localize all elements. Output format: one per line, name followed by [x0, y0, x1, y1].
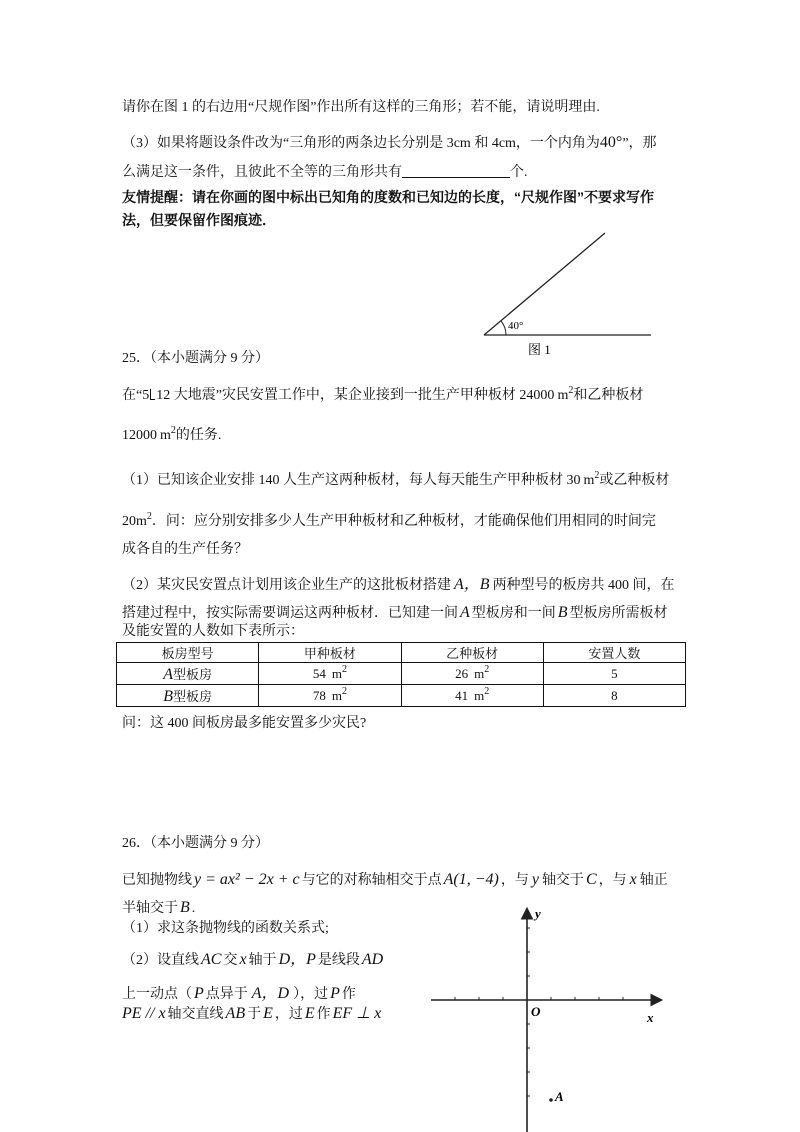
- q25-part1-line1: [122, 471, 669, 491]
- q26-sub2-line3: [122, 1004, 381, 1025]
- q26-l1-e: ，与: [598, 873, 627, 888]
- point-a-label: A: [555, 1089, 564, 1104]
- table-header-cell: 安置人数: [543, 643, 685, 663]
- table-unit: $m^2$: [331, 663, 347, 681]
- figure-1-angle-arc: [501, 321, 506, 335]
- q25-part2-line1: [122, 575, 675, 596]
- q24-line1: 请你在图 1 的右边用“尺规作图”作出所有这样的三角形；若不能，请说明理由.: [122, 100, 600, 115]
- q26-s2-b: 交: [223, 953, 238, 968]
- q25-p2-A: A: [460, 604, 470, 621]
- answer-blank[interactable]: [402, 163, 510, 178]
- table-header-cell: 板房型号: [117, 643, 259, 663]
- point-p: P: [194, 985, 204, 1002]
- q26-line2: [122, 898, 195, 919]
- var-y: y: [531, 871, 539, 888]
- q26-l1-a: 已知抛物线: [122, 873, 192, 888]
- q24-part3-line2: [122, 163, 528, 183]
- x-axis-label: x: [647, 1010, 654, 1025]
- separator-mark: [150, 389, 155, 400]
- var-x: x: [239, 951, 247, 968]
- q26-sub1: （1）求这条抛物线的函数关系式;: [122, 921, 329, 936]
- table-unit: $m^2$: [474, 663, 490, 681]
- figure-1-angle-label: 40°: [508, 320, 524, 332]
- q25-intro-line1: [122, 386, 643, 406]
- q25-p2-ab: A，B: [454, 576, 490, 593]
- y-axis-label: y: [535, 906, 541, 921]
- q25-unit: $m^2$: [160, 425, 176, 443]
- points-d-p: D，P: [278, 951, 316, 968]
- q25-p1-a: （1）已知该企业安排 140 人生产这两种板材，每人每天能生产甲种板材 30: [122, 473, 581, 488]
- figure-1-caption: 图 1: [528, 342, 551, 357]
- q25-p2-B: B: [557, 604, 568, 621]
- point-e: E: [263, 1005, 273, 1022]
- q24-tip-line2: 法，但要保留作图痕迹．: [122, 212, 276, 228]
- point-b: B: [180, 899, 190, 916]
- q24-part3-angle: 40°: [599, 134, 623, 151]
- q25-part1-line2: [122, 512, 656, 532]
- q25-intro-a: 在“5: [122, 388, 150, 403]
- ef-perp-x: EF ⊥ x: [332, 1005, 382, 1022]
- table-cell-jia: 78 $m^2$: [259, 685, 401, 707]
- q25-intro-e: 的任务.: [175, 428, 222, 443]
- coordinate-graph: [425, 900, 670, 1132]
- q25-p2-d: 型板房和一间: [471, 606, 556, 621]
- q26-l1-f: 轴正: [639, 873, 668, 888]
- q25-header: 25．（本小题满分 9 分）: [122, 351, 269, 366]
- q26-header: 26．（本小题满分 9 分）: [122, 836, 269, 851]
- table-header-cell: 甲种板材: [259, 643, 401, 663]
- q25-unit: $m^2$: [136, 511, 152, 529]
- q25-intro-b: 12 大地震”灾民安置工作中，某企业接到一批生产甲种板材 24000: [156, 388, 555, 403]
- q24-part3-text-b: ”，那: [622, 136, 657, 151]
- q25-p1-c: 20: [122, 514, 136, 529]
- table-unit: $m^2$: [474, 685, 490, 703]
- q25-intro-d: 12000: [122, 428, 157, 443]
- point-a: A(1, −4): [443, 871, 499, 888]
- q26-s3-d: 作: [341, 987, 356, 1002]
- table-cell-people: 8: [543, 685, 685, 707]
- q25-part2-line3: 及能安置的人数如下表所示：: [122, 624, 304, 639]
- q26-sub2-line2: [122, 984, 356, 1005]
- q24-part3-text-c: 么满足这一条件，且彼此不全等的三角形共有: [122, 165, 402, 180]
- board-house-table: [116, 642, 686, 707]
- q26-l2-b: .: [191, 901, 196, 916]
- q26-l1-c: ，与: [500, 873, 529, 888]
- table-cell-people: 5: [543, 663, 685, 685]
- origin-label: O: [531, 1004, 541, 1019]
- pe-parallel-x: PE // x: [122, 1005, 166, 1022]
- q26-s3-b: 点异于: [205, 987, 248, 1002]
- q25-p2-e: 型板房所需板材: [569, 606, 668, 621]
- points-a-d: A，D: [251, 985, 290, 1002]
- table-unit: $m^2$: [331, 685, 347, 703]
- table-row: [117, 685, 686, 707]
- q26-s2-c: 轴于: [248, 953, 277, 968]
- q24-tip-line1: 友情提醒：请在你画的图中标出已知角的度数和已知边的长度，“尺规作图”不要求写作: [122, 189, 654, 205]
- q26-sub2-line1: [122, 950, 385, 971]
- q25-p2-a: （2）某灾民安置点计划用该企业生产的这批板材搭建: [122, 578, 451, 593]
- q26-s4-e: 作: [316, 1007, 331, 1022]
- q26-s2-d: 是线段: [317, 953, 360, 968]
- q25-intro-c: 和乙种板材: [573, 388, 644, 403]
- segment-ad: AD: [361, 951, 384, 968]
- q25-p2-c: 搭建过程中，按实际需要调运这两种板材．已知建一间: [122, 606, 458, 621]
- q25-part1-line3: 成各自的生产任务？: [122, 542, 248, 557]
- figure-1-slant-ray: [484, 233, 605, 335]
- q25-unit: $m^2$: [557, 385, 574, 403]
- point-p: P: [330, 985, 340, 1002]
- line-ab: AB: [225, 1005, 246, 1022]
- q25-intro-line2: [122, 426, 221, 446]
- q24-part3-text-a: （3）如果将题设条件改为“三角形的两条边长分别是 3cm 和 4cm，一个内角为: [122, 136, 600, 151]
- q26-s4-b: 轴交直线: [167, 1007, 224, 1022]
- q26-l1-b: 与它的对称轴相交于点: [301, 873, 442, 888]
- q24-part3-text-d: 个.: [510, 165, 528, 180]
- line-ac: AC: [201, 951, 222, 968]
- q25-p1-d: ．问：应分别安排多少人生产甲种板材和乙种板材，才能确保他们用相同的时间完: [151, 514, 656, 529]
- var-x: x: [629, 871, 637, 888]
- table-header-cell: 乙种板材: [401, 643, 543, 663]
- q25-unit: $m^2$: [583, 470, 600, 488]
- q26-s4-d: ，过: [274, 1007, 303, 1022]
- q25-p1-b: 或乙种板材: [599, 473, 670, 488]
- q24-part3-line1: [122, 133, 657, 154]
- q25-p2-b: 两种型号的板房共 400 间，在: [492, 578, 675, 593]
- q26-s3-c: ），过: [293, 987, 329, 1002]
- q26-s3-a: 上一动点（: [122, 987, 192, 1002]
- table-cell-type: A型板房: [117, 663, 259, 685]
- point-c: C: [585, 871, 597, 888]
- q26-line1: [122, 870, 668, 891]
- figure-1: [470, 225, 660, 360]
- point-e: E: [304, 1005, 315, 1022]
- q25-question: 问：这 400 间板房最多能安置多少灾民?: [122, 716, 367, 731]
- q26-l2-a: 半轴交于: [122, 901, 178, 916]
- q26-s4-c: 于: [247, 1007, 262, 1022]
- table-header-row: [117, 643, 686, 663]
- table-cell-jia: 54 $m^2$: [259, 663, 401, 685]
- table-cell-type: B型板房: [117, 685, 259, 707]
- table-cell-yi: 26 $m^2$: [401, 663, 543, 685]
- parabola-equation: y = ax² − 2x + c: [194, 871, 300, 888]
- q26-s2-a: （2）设直线: [122, 953, 199, 968]
- q25-part2-line2: [122, 603, 668, 624]
- point-a-dot: [549, 1098, 553, 1102]
- table-row: [117, 663, 686, 685]
- table-cell-yi: 41 $m^2$: [401, 685, 543, 707]
- q26-l1-d: 轴交于: [541, 873, 584, 888]
